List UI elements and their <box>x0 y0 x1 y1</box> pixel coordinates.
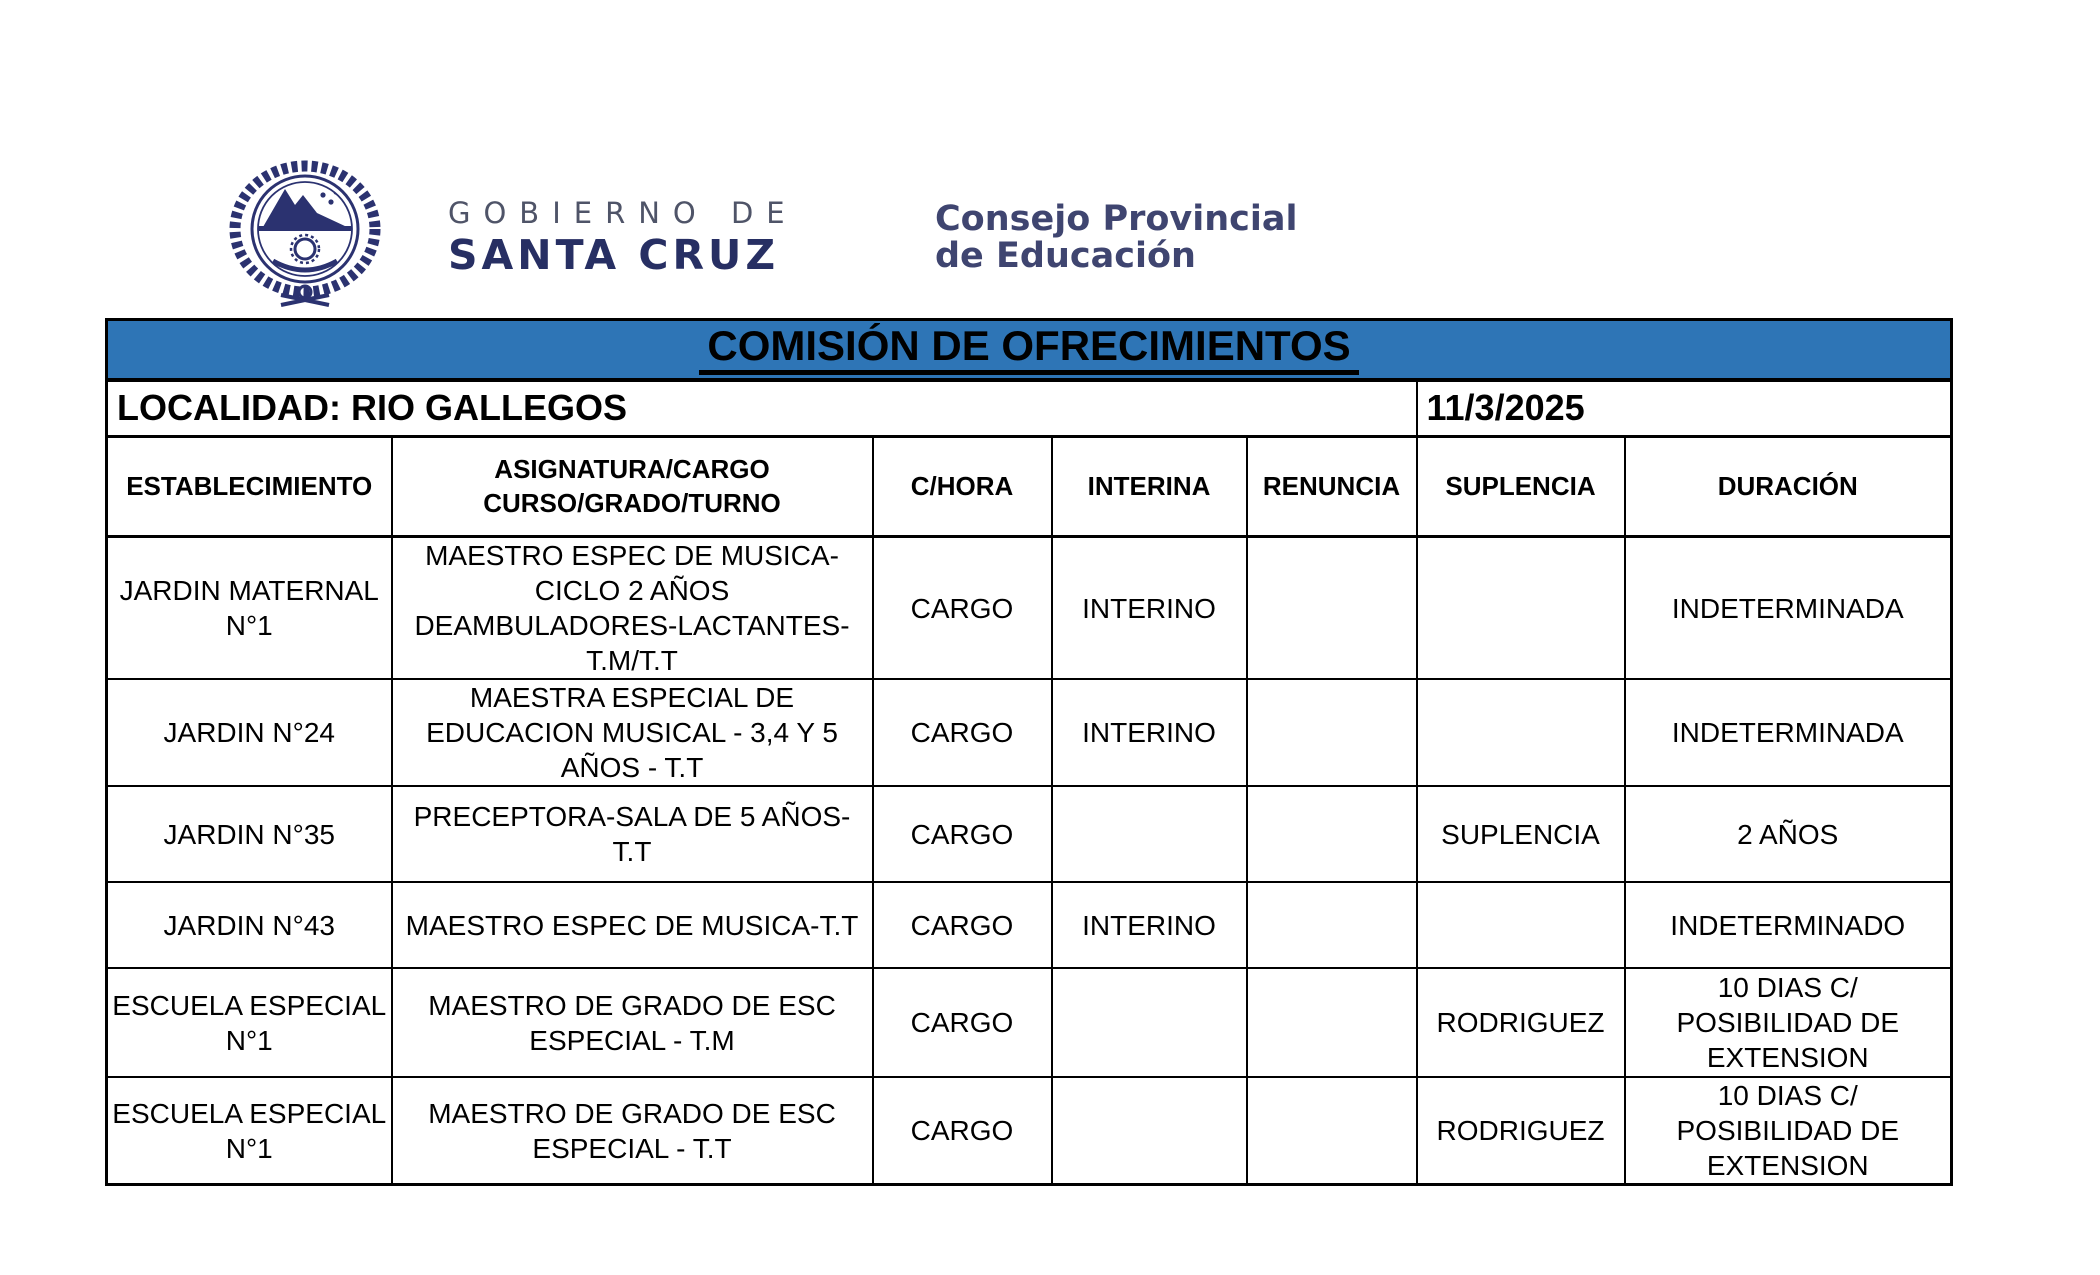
title-row <box>107 320 1952 380</box>
cell-chora: CARGO <box>873 882 1052 968</box>
table-row <box>107 882 1952 968</box>
santa-cruz-text: SANTA CRUZ <box>448 231 780 279</box>
cell-chora: CARGO <box>873 537 1052 680</box>
cell-interina: INTERINO <box>1052 537 1247 680</box>
cell-chora: CARGO <box>873 679 1052 786</box>
cell-chora: CARGO <box>873 786 1052 882</box>
cell-duracion: 10 DIAS C/ POSIBILIDAD DE EXTENSION <box>1625 1077 1952 1185</box>
cell-suplencia <box>1417 882 1625 968</box>
table-row <box>107 786 1952 882</box>
gobierno-wordmark <box>448 196 798 279</box>
cell-interina <box>1052 968 1247 1077</box>
cell-duracion: INDETERMINADA <box>1625 679 1952 786</box>
cell-asignatura: MAESTRO ESPEC DE MUSICA-CICLO 2 AÑOS DEAMBULADORES-LACTANTES-T.M/T.T <box>392 537 873 680</box>
cell-suplencia <box>1417 537 1625 680</box>
cell-establecimiento: JARDIN N°35 <box>107 786 392 882</box>
cell-renuncia <box>1247 882 1417 968</box>
cell-establecimiento: JARDIN N°43 <box>107 882 392 968</box>
gobierno-de-text: GOBIERNO DE <box>448 196 798 230</box>
cell-suplencia: SUPLENCIA <box>1417 786 1625 882</box>
cell-establecimiento: ESCUELA ESPECIAL N°1 <box>107 968 392 1077</box>
page-title: COMISIÓN DE OFRECIMIENTOS <box>699 323 1358 375</box>
header-row <box>107 437 1952 537</box>
consejo-wordmark <box>935 201 1298 275</box>
cell-establecimiento: ESCUELA ESPECIAL N°1 <box>107 1077 392 1185</box>
cell-interina: INTERINO <box>1052 882 1247 968</box>
col-header-renuncia: RENUNCIA <box>1247 437 1417 537</box>
cell-duracion: 10 DIAS C/ POSIBILIDAD DE EXTENSION <box>1625 968 1952 1077</box>
santa-cruz-coat-of-arms-icon <box>215 158 395 310</box>
cell-establecimiento: JARDIN MATERNAL N°1 <box>107 537 392 680</box>
cell-duracion: 2 AÑOS <box>1625 786 1952 882</box>
cell-asignatura: MAESTRO DE GRADO DE ESC ESPECIAL - T.T <box>392 1077 873 1185</box>
cell-suplencia: RODRIGUEZ <box>1417 1077 1625 1185</box>
table-row <box>107 679 1952 786</box>
cell-establecimiento: JARDIN N°24 <box>107 679 392 786</box>
cell-duracion: INDETERMINADO <box>1625 882 1952 968</box>
localidad-row <box>107 380 1952 437</box>
cell-asignatura: MAESTRO ESPEC DE MUSICA-T.T <box>392 882 873 968</box>
cell-renuncia <box>1247 1077 1417 1185</box>
cell-interina <box>1052 786 1247 882</box>
col-header-asignatura: ASIGNATURA/CARGO CURSO/GRADO/TURNO <box>392 437 873 537</box>
col-header-duracion: DURACIÓN <box>1625 437 1952 537</box>
cell-asignatura: MAESTRO DE GRADO DE ESC ESPECIAL - T.M <box>392 968 873 1077</box>
cell-chora: CARGO <box>873 1077 1052 1185</box>
col-header-interina: INTERINA <box>1052 437 1247 537</box>
de-educacion-text: de Educación <box>935 236 1196 277</box>
cell-renuncia <box>1247 679 1417 786</box>
consejo-provincial-text: Consejo Provincial <box>935 199 1298 239</box>
cell-renuncia <box>1247 537 1417 680</box>
cell-interina: INTERINO <box>1052 679 1247 786</box>
cell-interina <box>1052 1077 1247 1185</box>
title-bar <box>107 320 1952 380</box>
cell-suplencia: RODRIGUEZ <box>1417 968 1625 1077</box>
cell-duracion: INDETERMINADA <box>1625 537 1952 680</box>
offers-table <box>105 318 1953 1186</box>
col-header-establecimiento: ESTABLECIMIENTO <box>107 437 392 537</box>
cell-chora: CARGO <box>873 968 1052 1077</box>
cell-suplencia <box>1417 679 1625 786</box>
cell-asignatura: MAESTRA ESPECIAL DE EDUCACION MUSICAL - 3,4 Y 5 AÑOS - T.T <box>392 679 873 786</box>
cell-asignatura: PRECEPTORA-SALA DE 5 AÑOS-T.T <box>392 786 873 882</box>
table-row <box>107 537 1952 680</box>
table-row <box>107 968 1952 1077</box>
cell-renuncia <box>1247 968 1417 1077</box>
col-header-chora: C/HORA <box>873 437 1052 537</box>
col-header-suplencia: SUPLENCIA <box>1417 437 1625 537</box>
localidad-cell: LOCALIDAD: RIO GALLEGOS <box>107 380 1417 437</box>
date-cell: 11/3/2025 <box>1417 380 1952 437</box>
table-row <box>107 1077 1952 1185</box>
cell-renuncia <box>1247 786 1417 882</box>
